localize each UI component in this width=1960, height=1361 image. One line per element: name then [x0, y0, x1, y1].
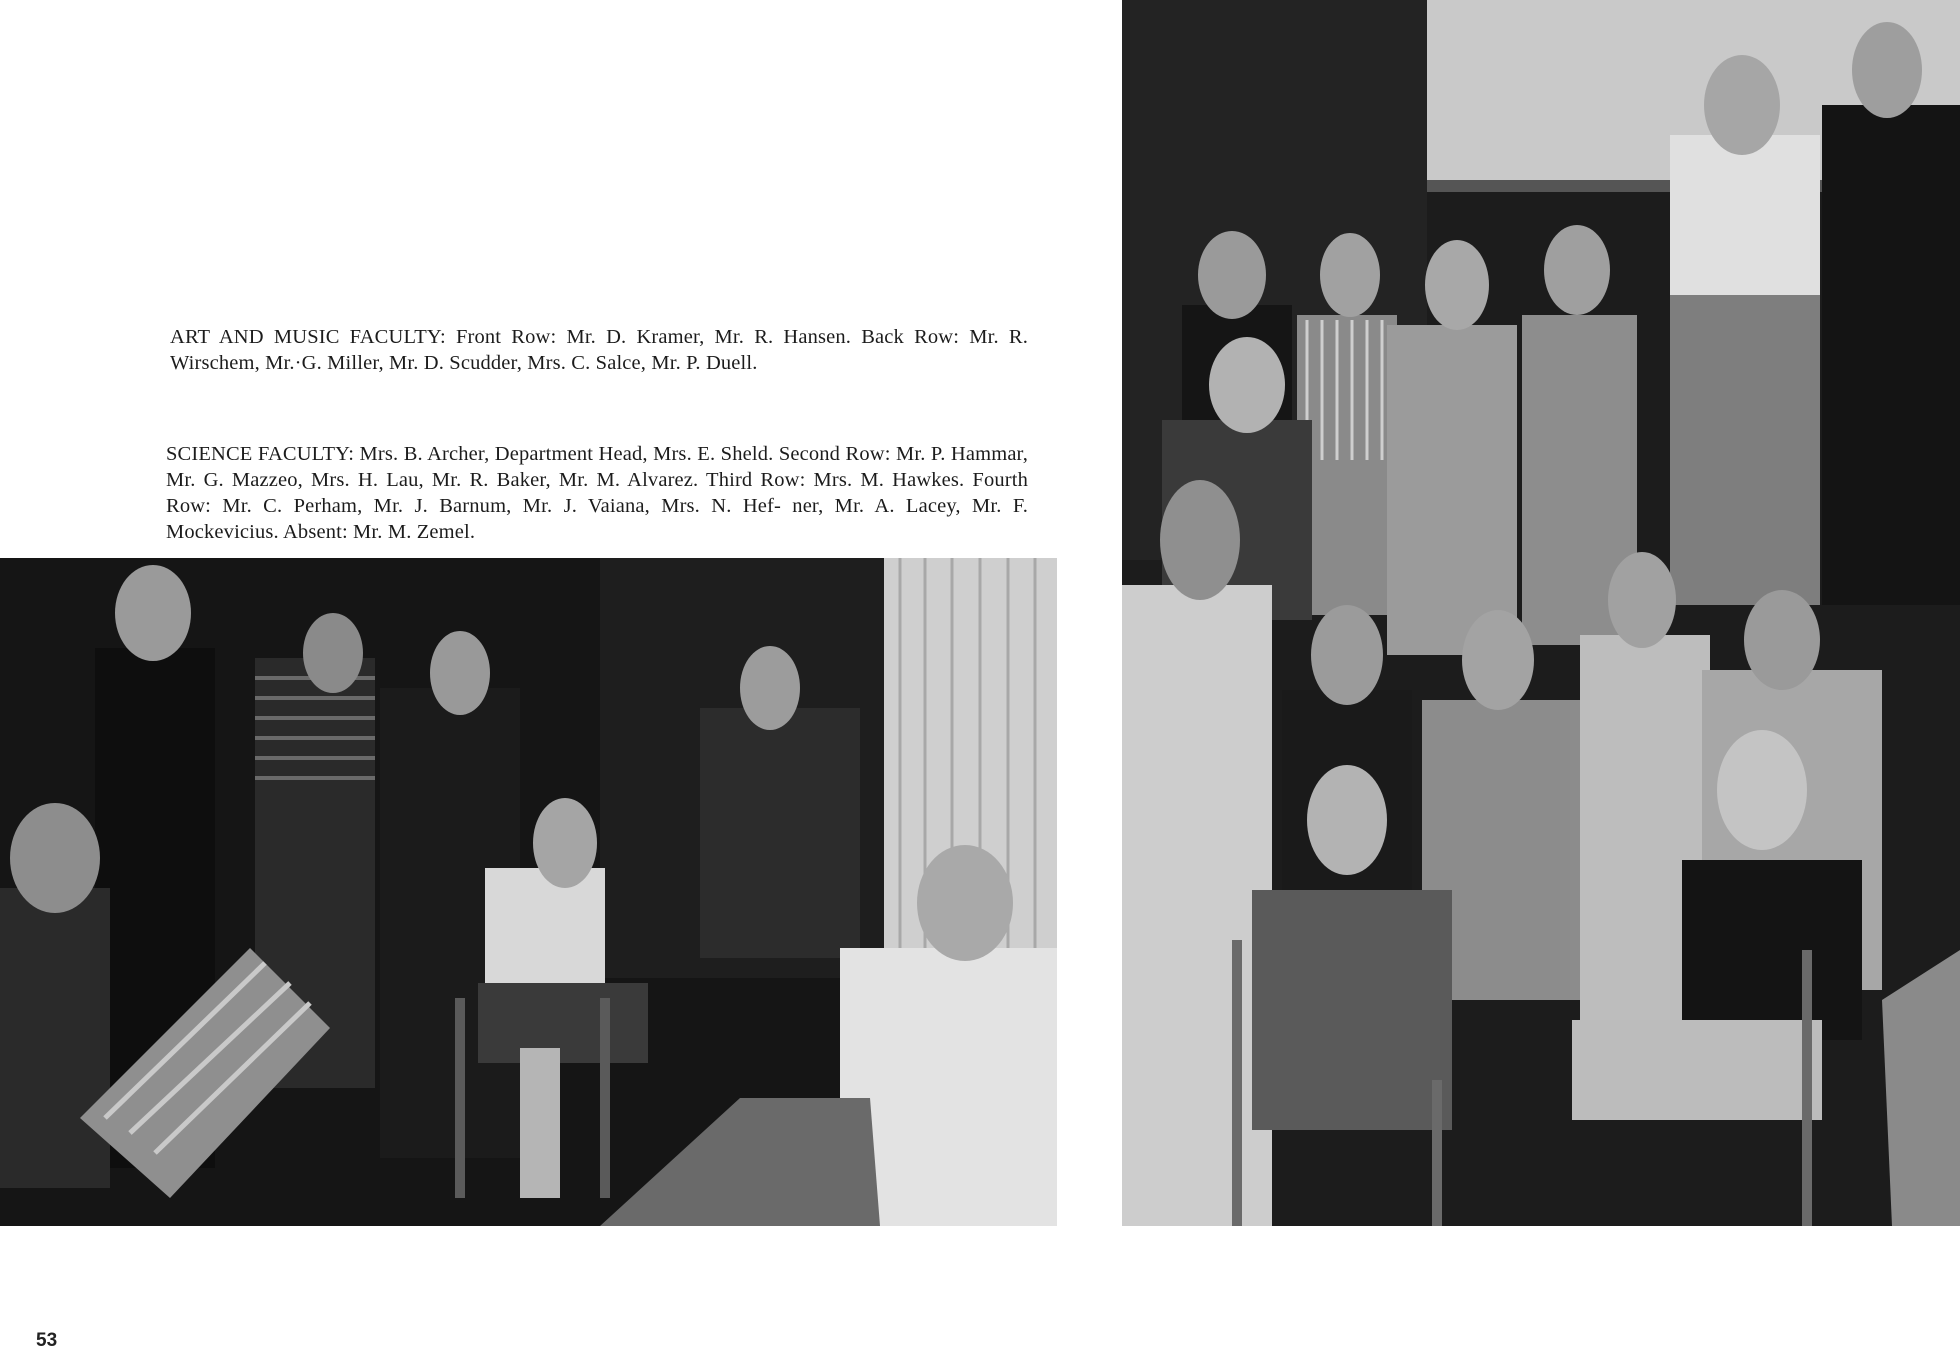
- art-music-caption: ART AND MUSIC FACULTY: Front Row: Mr. D. Kramer, Mr. R. Hansen. Back Row: Mr. R. Wirschem, Mr.·G. Miller, Mr. D. Scudder, Mrs. C. Salce, Mr. P. Duell.: [170, 325, 1028, 374]
- science-faculty-photo: [1122, 0, 1960, 1226]
- science-caption: SCIENCE FACULTY: Mrs. B. Archer, Department Head, Mrs. E. Sheld. Second Row: Mr. P. Hammar, Mr. G. Mazzeo, Mrs. H. Lau, Mr. R. Baker, Mr. M. Alvarez. Third Row: Mrs. M. Hawkes. Fourth Row: Mr. C. Perham, Mr. J. Barnum, Mr. J. Vaiana, Mrs. N. Hef- ner, Mr. A. Lacey, Mr. F. Mockevicius. Absent: Mr. M. Zemel.: [166, 442, 1028, 543]
- page-number: 53: [36, 1330, 58, 1351]
- art-music-faculty-photo: [0, 558, 1057, 1226]
